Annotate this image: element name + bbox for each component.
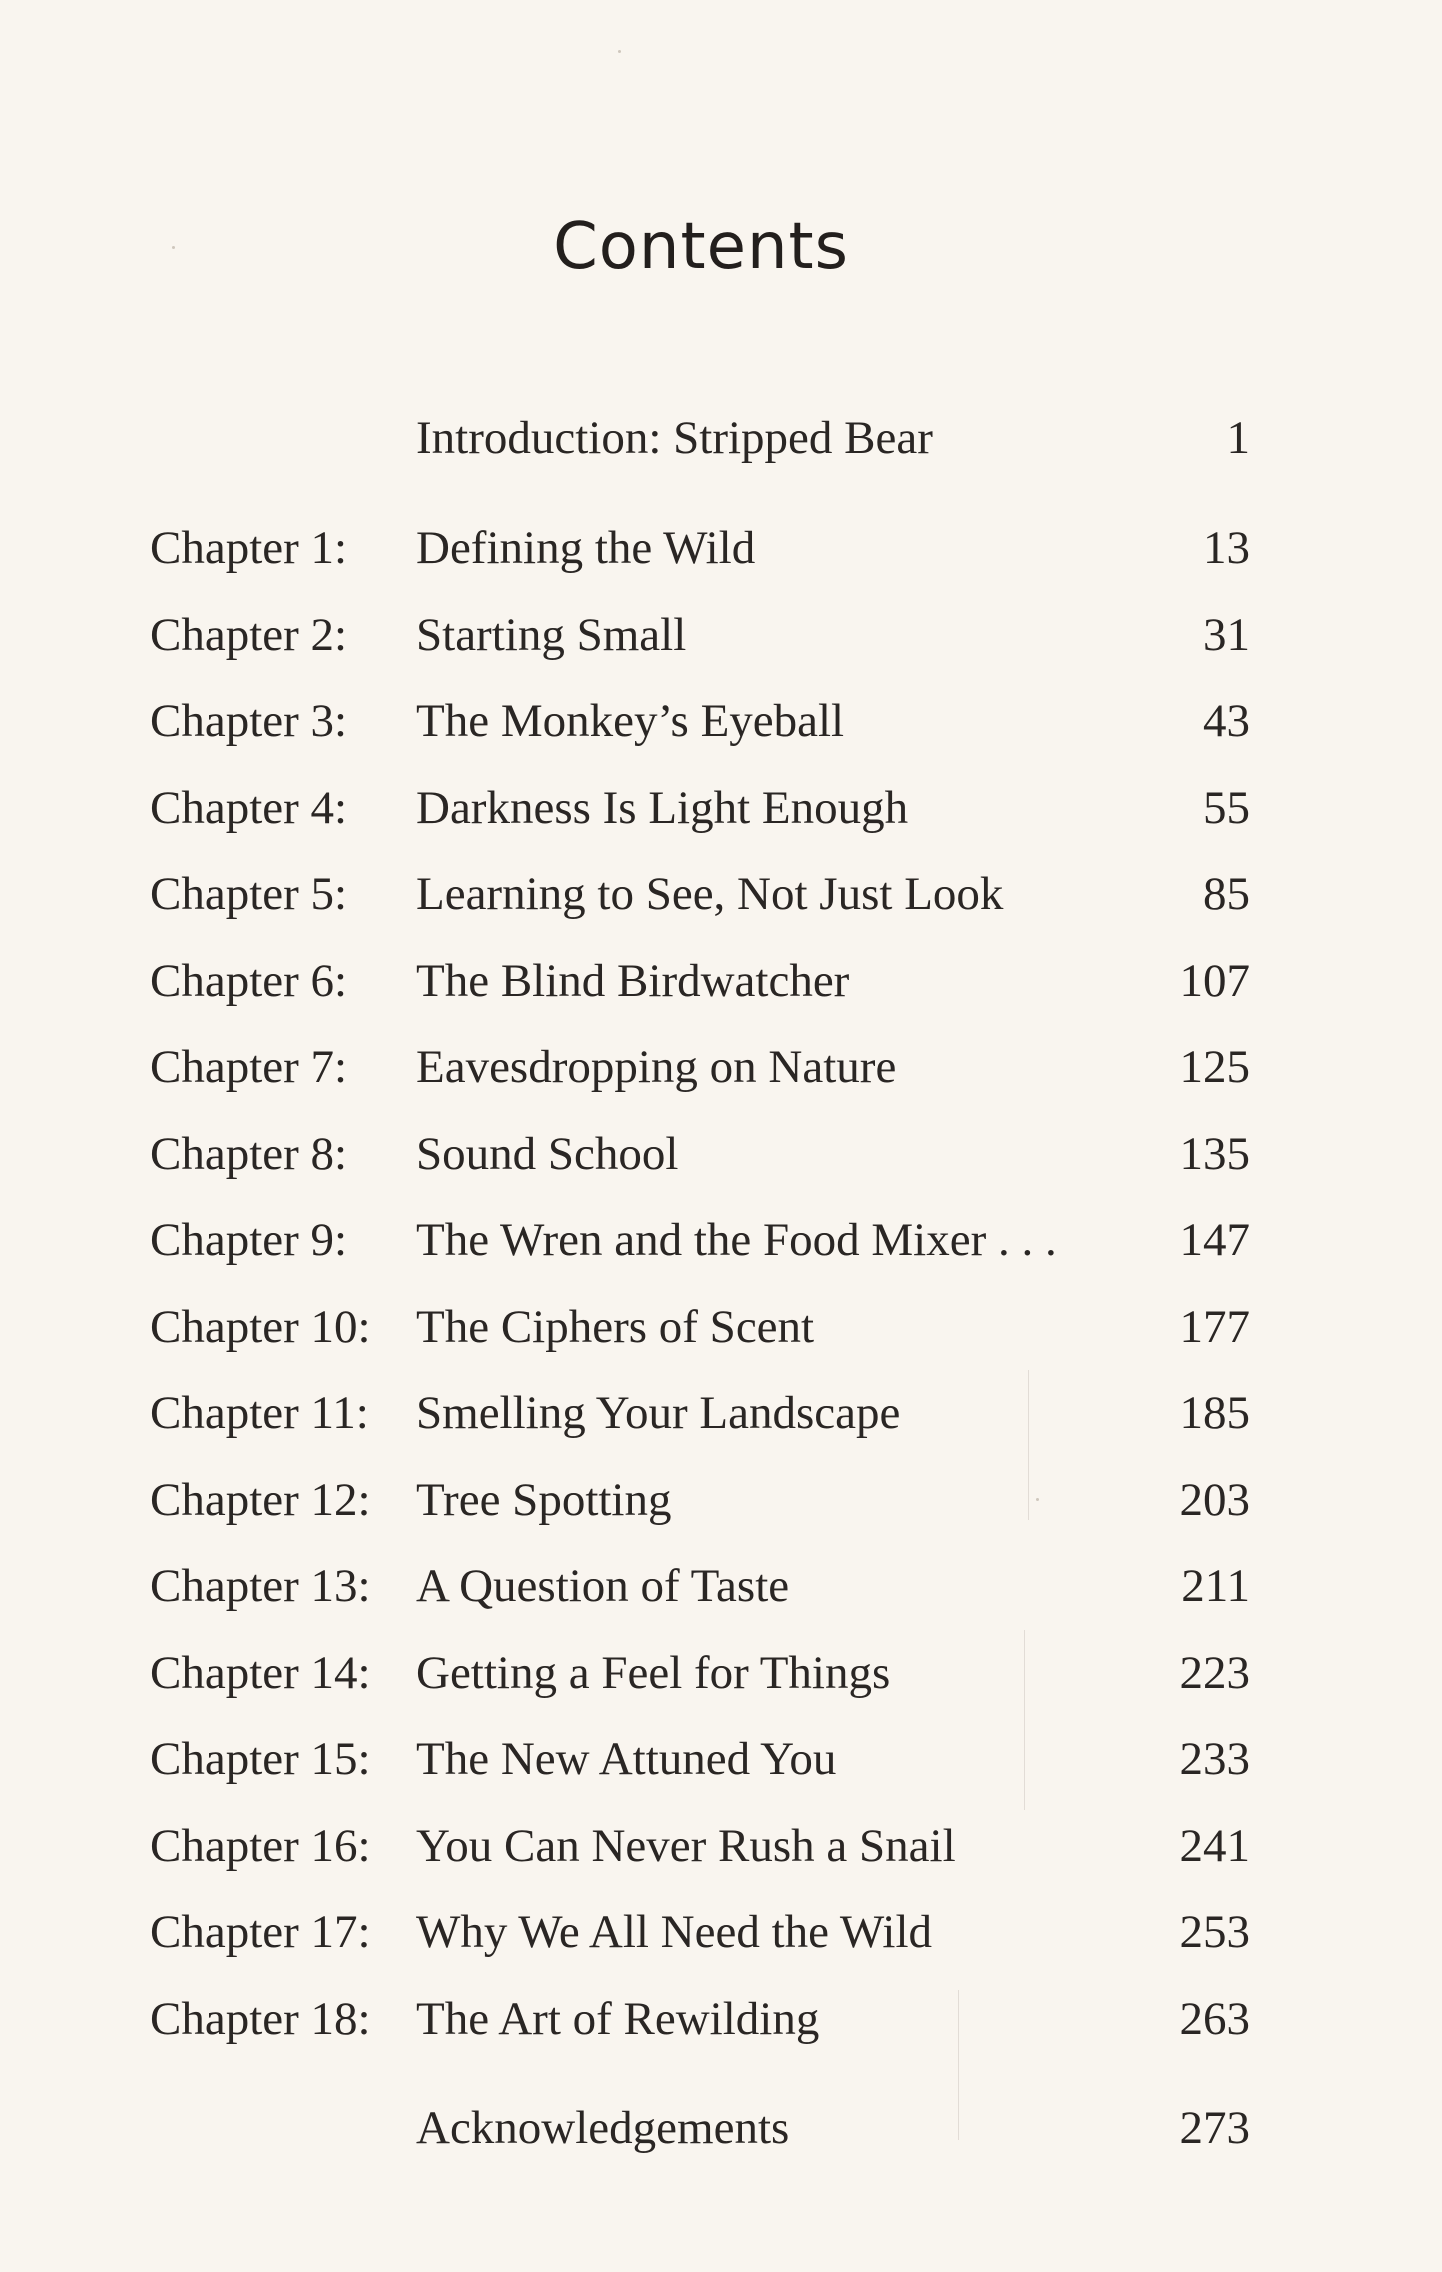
- page-number: 125: [1179, 1041, 1250, 1093]
- page-number: 253: [1179, 1906, 1250, 1958]
- entry-title: The Ciphers of Scent: [416, 1301, 815, 1353]
- entry-title: Sound School: [416, 1128, 679, 1180]
- page-number: 177: [1179, 1301, 1250, 1353]
- toc-entry-chapter: [150, 1295, 1250, 1359]
- chapter-label: Chapter 9:: [150, 1214, 348, 1266]
- toc-entry-chapter: [150, 1814, 1250, 1878]
- paper-speck: [618, 50, 621, 53]
- page-number: 241: [1179, 1820, 1250, 1872]
- entry-title: Starting Small: [416, 609, 687, 661]
- chapter-label: Chapter 11:: [150, 1387, 369, 1439]
- chapter-label: Chapter 18:: [150, 1993, 371, 2045]
- toc-entry-chapter: [150, 1987, 1250, 2051]
- chapter-label: Chapter 15:: [150, 1733, 371, 1785]
- entry-title: Learning to See, Not Just Look: [416, 868, 1004, 920]
- entry-title: The New Attuned You: [416, 1733, 837, 1785]
- toc-entry-chapter: [150, 1208, 1250, 1272]
- entry-title: Tree Spotting: [416, 1474, 672, 1526]
- entry-title: The Monkey’s Eyeball: [416, 695, 845, 747]
- entry-title: A Question of Taste: [416, 1560, 790, 1612]
- toc-entry-chapter: [150, 603, 1250, 667]
- entry-title: Smelling Your Landscape: [416, 1387, 901, 1439]
- page-number: 1: [1226, 412, 1250, 464]
- toc-entry-chapter: [150, 689, 1250, 753]
- page-number: 31: [1203, 609, 1250, 661]
- toc-entry-chapter: [150, 1035, 1250, 1099]
- chapter-label: Chapter 17:: [150, 1906, 371, 1958]
- entry-title: Defining the Wild: [416, 522, 756, 574]
- toc-entry-introduction: [150, 406, 1250, 470]
- page-number: 223: [1179, 1647, 1250, 1699]
- chapter-label: Chapter 2:: [150, 609, 348, 661]
- chapter-label: Chapter 4:: [150, 782, 348, 834]
- page-number: 185: [1179, 1387, 1250, 1439]
- toc-entry-chapter: [150, 1641, 1250, 1705]
- page-number: 43: [1203, 695, 1250, 747]
- chapter-label: Chapter 8:: [150, 1128, 348, 1180]
- entry-title: Why We All Need the Wild: [416, 1906, 933, 1958]
- entry-title: The Art of Rewilding: [416, 1993, 820, 2045]
- page-number: 233: [1179, 1733, 1250, 1785]
- chapter-label: Chapter 14:: [150, 1647, 371, 1699]
- chapter-label: Chapter 6:: [150, 955, 348, 1007]
- page-number: 147: [1179, 1214, 1250, 1266]
- toc-entry-chapter: [150, 862, 1250, 926]
- toc-entry-chapter: [150, 1554, 1250, 1618]
- page-number: 13: [1203, 522, 1250, 574]
- page-number: 107: [1179, 955, 1250, 1007]
- page-number: 135: [1179, 1128, 1250, 1180]
- page-number: 55: [1203, 782, 1250, 834]
- toc-entry-chapter: [150, 1727, 1250, 1791]
- page-number: 211: [1181, 1560, 1250, 1612]
- entry-title: Darkness Is Light Enough: [416, 782, 909, 834]
- toc-entry-chapter: [150, 1381, 1250, 1445]
- entry-title: Acknowledgements: [416, 2102, 790, 2154]
- toc-entry-chapter: [150, 949, 1250, 1013]
- chapter-label: Chapter 5:: [150, 868, 348, 920]
- page-number: 85: [1203, 868, 1250, 920]
- toc-entry-chapter: [150, 1900, 1250, 1964]
- entry-title: The Wren and the Food Mixer . . .: [416, 1214, 1057, 1266]
- toc-entry-acknowledgements: [150, 2096, 1250, 2160]
- page-number: 273: [1179, 2102, 1250, 2154]
- entry-title: You Can Never Rush a Snail: [416, 1820, 956, 1872]
- entry-title: Eavesdropping on Nature: [416, 1041, 897, 1093]
- page-title: Contents: [553, 210, 849, 284]
- chapter-label: Chapter 12:: [150, 1474, 371, 1526]
- toc-entry-chapter: [150, 516, 1250, 580]
- chapter-label: Chapter 10:: [150, 1301, 371, 1353]
- chapter-label: Chapter 13:: [150, 1560, 371, 1612]
- chapter-label: Chapter 7:: [150, 1041, 348, 1093]
- toc-entry-chapter: [150, 776, 1250, 840]
- entry-title: The Blind Birdwatcher: [416, 955, 850, 1007]
- chapter-label: Chapter 1:: [150, 522, 348, 574]
- toc-entry-chapter: [150, 1468, 1250, 1532]
- page-number: 263: [1179, 1993, 1250, 2045]
- chapter-label: Chapter 3:: [150, 695, 348, 747]
- chapter-label: Chapter 16:: [150, 1820, 371, 1872]
- entry-title: Introduction: Stripped Bear: [416, 412, 933, 464]
- entry-title: Getting a Feel for Things: [416, 1647, 891, 1699]
- toc-entry-chapter: [150, 1122, 1250, 1186]
- page-number: 203: [1179, 1474, 1250, 1526]
